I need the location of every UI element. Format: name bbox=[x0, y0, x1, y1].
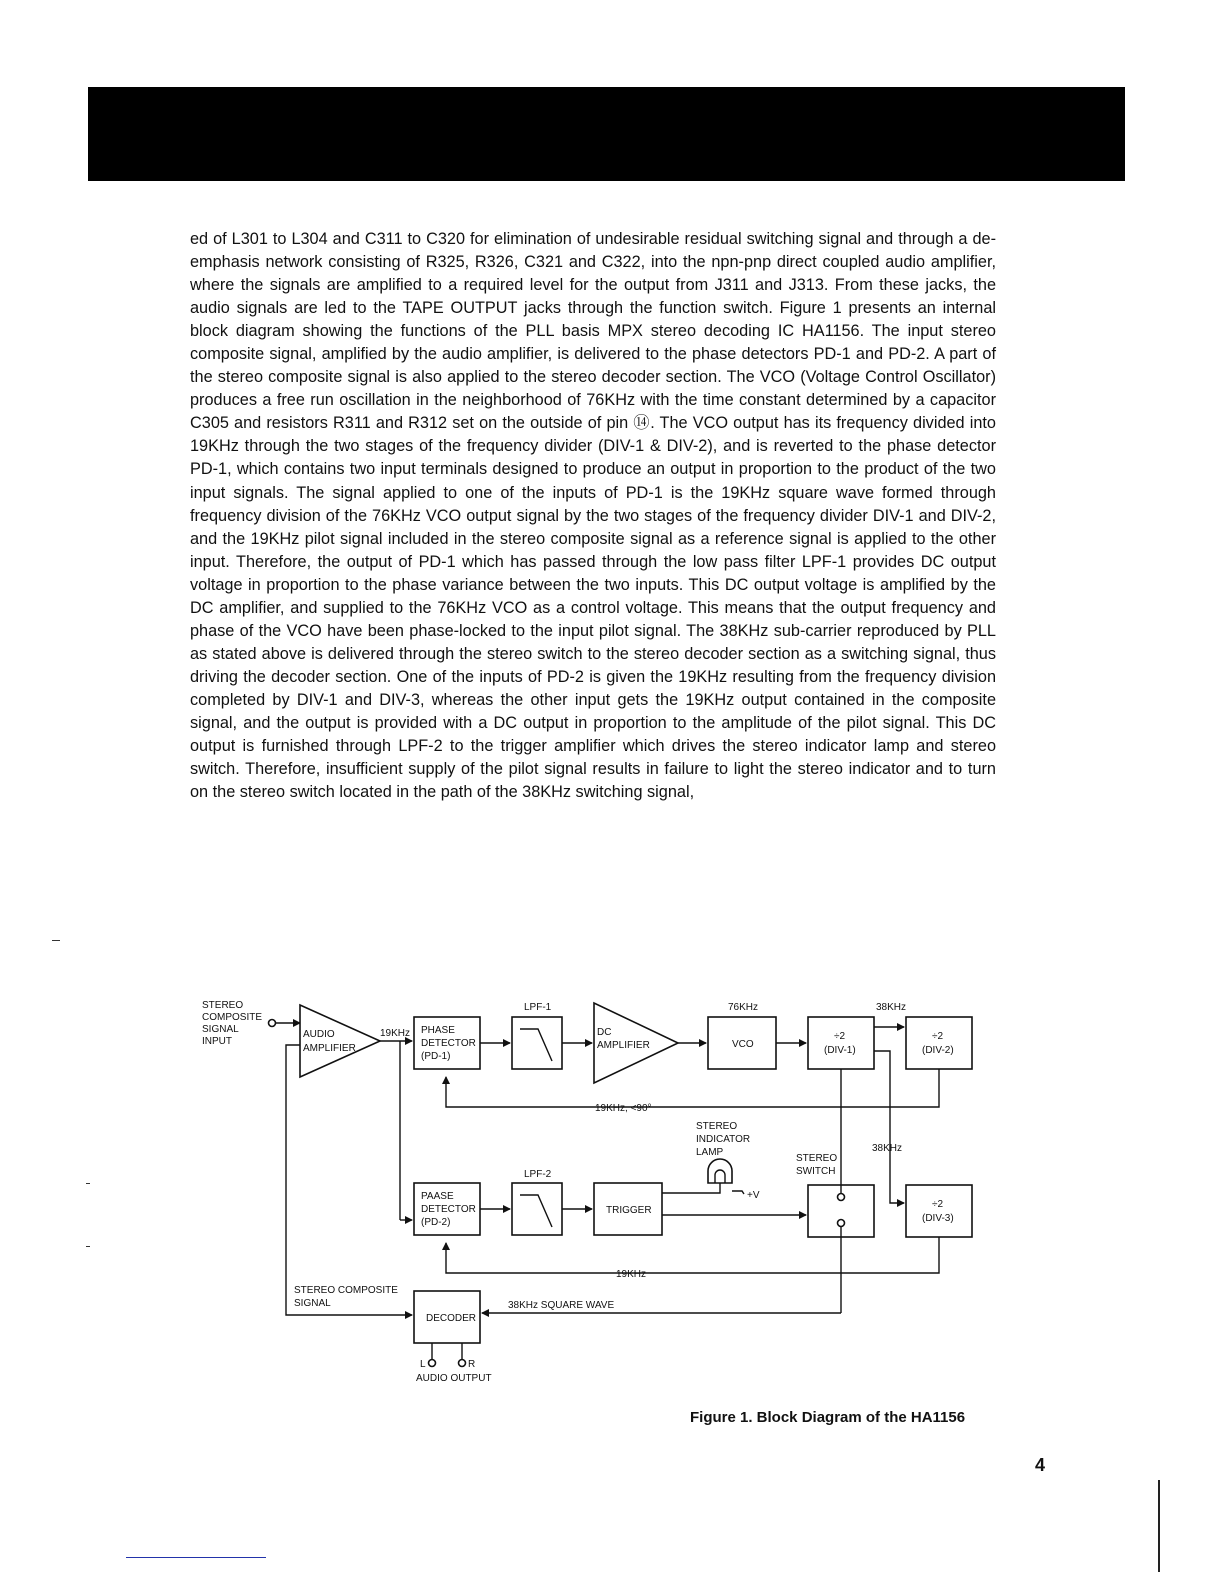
svg-text:COMPOSITE: COMPOSITE bbox=[202, 1012, 263, 1023]
freq-38k-top-label: 38KHz bbox=[876, 1002, 907, 1013]
figure-caption: Figure 1. Block Diagram of the HA1156 bbox=[690, 1409, 966, 1426]
svg-text:DETECTOR: DETECTOR bbox=[421, 1038, 476, 1049]
plus-v-label: +V bbox=[747, 1190, 760, 1201]
margin-mark bbox=[52, 940, 60, 941]
svg-text:SIGNAL: SIGNAL bbox=[202, 1024, 239, 1035]
svg-text:÷2: ÷2 bbox=[834, 1031, 846, 1042]
composite-signal-label bbox=[294, 1285, 398, 1309]
switch-contact-top bbox=[838, 1194, 845, 1201]
svg-text:DC: DC bbox=[597, 1027, 612, 1038]
output-l-terminal bbox=[429, 1360, 436, 1367]
vco-label: VCO bbox=[732, 1039, 754, 1050]
svg-text:(DIV-2): (DIV-2) bbox=[922, 1045, 954, 1056]
trigger-label: TRIGGER bbox=[606, 1205, 652, 1216]
margin-mark bbox=[86, 1246, 90, 1247]
svg-text:DETECTOR: DETECTOR bbox=[421, 1204, 476, 1215]
svg-text:INDICATOR: INDICATOR bbox=[696, 1134, 751, 1145]
audio-output-label: AUDIO OUTPUT bbox=[416, 1373, 492, 1384]
lpf2-block bbox=[512, 1183, 562, 1235]
svg-text:(PD-2): (PD-2) bbox=[421, 1217, 451, 1228]
lpf1-label: LPF-1 bbox=[524, 1002, 552, 1013]
svg-text:÷2: ÷2 bbox=[932, 1199, 944, 1210]
freq-19k-label: 19KHz bbox=[380, 1028, 411, 1039]
margin-mark bbox=[86, 1183, 90, 1184]
block-diagram bbox=[190, 995, 990, 1395]
body-paragraph: ed of L301 to L304 and C311 to C320 for elimination of undesirable residual switching signal and through a de-emphasis network consisting of R325, R326, C321 and C322, into the npn-pnp direct coupled audio amplifier, where the signals are amplified to a required level for the output from J311 and J313. From these jacks, the audio signals are led to the TAPE OUTPUT jacks through the function switch. Figure 1 presents an internal block diagram showing the functions of the PLL basis MPX stereo decoding IC HA1156. The input stereo composite signal, amplified by the audio amplifier, is delivered to the phase detectors PD-1 and PD-2. A part of the stereo composite signal is also applied to the stereo decoder section. The VCO (Voltage Control Oscillator) produces a free run oscillation in the neighborhood of 76KHz with the time constant determined by a capacitor C305 and resistors R311 and R312 set on the outside of pin ⑭. The VCO output has its frequency divided into 19KHz through the two stages of the frequency divider (DIV-1 & DIV-2), and is reverted to the phase detector PD-1, which contains two input terminals designed to produce an output in proportion to the product of the two input signals. The signal applied to one of the inputs of PD-1 is the 19KHz square wave formed through frequency division of the 76KHz VCO output signal by the two stages of the frequency divider DIV-1 and DIV-2, and the 19KHz pilot signal included in the stereo composite signal as a reference signal is applied to the other input. Therefore, the output of PD-1 which has passed through the low pass filter LPF-1 provides DC output voltage in proportion to the phase variance between the two inputs. This DC output voltage is amplified by the DC amplifier, and supplied to the 76KHz VCO as a control voltage. This means that the output frequency and phase of the VCO have been phase-locked to the input pilot signal. The 38KHz sub-carrier reproduced by PLL as stated above is delivered through the stereo switch to the stereo decoder section as a switching signal, thus driving the decoder section. One of the inputs of PD-2 is given the 19KHz resulting from the frequency division completed by DIV-1 and DIV-3, whereas the other input gets the 19KHz output contained in the composite signal, and the output is provided with a DC output in proportion to the amplitude of the pilot signal. This DC output is furnished through LPF-2 to the trigger amplifier which drives the stereo indicator lamp and stereo switch. Therefore, insufficient supply of the pilot signal results in failure to light the stereo indicator and to turn on the stereo switch located in the path of the 38KHz switching signal, bbox=[190, 230, 996, 802]
div3-block bbox=[906, 1185, 972, 1237]
page-number: 4 bbox=[1035, 1455, 1046, 1475]
svg-text:LAMP: LAMP bbox=[696, 1147, 724, 1158]
svg-text:STEREO: STEREO bbox=[202, 1000, 244, 1011]
input-terminal bbox=[269, 1020, 276, 1027]
audio-amplifier-block bbox=[300, 1005, 380, 1077]
input-label bbox=[202, 1000, 262, 1047]
switch-label bbox=[796, 1153, 837, 1177]
svg-text:AMPLIFIER: AMPLIFIER bbox=[303, 1043, 356, 1054]
indicator-lamp-icon bbox=[708, 1159, 732, 1183]
switch-contact-bottom bbox=[838, 1220, 845, 1227]
lamp-label bbox=[696, 1121, 750, 1158]
lpf2-label: LPF-2 bbox=[524, 1169, 552, 1180]
svg-text:÷2: ÷2 bbox=[932, 1031, 944, 1042]
svg-text:STEREO: STEREO bbox=[696, 1121, 738, 1132]
header-band bbox=[88, 87, 1125, 181]
svg-text:AMPLIFIER: AMPLIFIER bbox=[597, 1040, 650, 1051]
svg-text:SIGNAL: SIGNAL bbox=[294, 1298, 331, 1309]
square-wave-label: 38KHz SQUARE WAVE bbox=[508, 1300, 615, 1311]
svg-text:(DIV-1): (DIV-1) bbox=[824, 1045, 856, 1056]
div1-block bbox=[808, 1017, 874, 1069]
svg-text:INPUT: INPUT bbox=[202, 1036, 232, 1047]
decoder-label: DECODER bbox=[426, 1313, 477, 1324]
output-r-terminal bbox=[459, 1360, 466, 1367]
svg-text:AUDIO: AUDIO bbox=[303, 1029, 335, 1040]
freq-38k-mid-label: 38KHz bbox=[872, 1143, 903, 1154]
output-r-label: R bbox=[468, 1359, 476, 1370]
svg-text:(PD-1): (PD-1) bbox=[421, 1051, 451, 1062]
svg-text:PHASE: PHASE bbox=[421, 1025, 455, 1036]
lpf1-block bbox=[512, 1017, 562, 1069]
output-l-label: L bbox=[420, 1359, 426, 1370]
footnote-rule bbox=[126, 1557, 266, 1558]
body-text bbox=[190, 228, 996, 804]
div2-block bbox=[906, 1017, 972, 1069]
freq-76k-label: 76KHz bbox=[728, 1002, 759, 1013]
feedback-19k-label: 19KHz bbox=[616, 1269, 647, 1280]
svg-text:SWITCH: SWITCH bbox=[796, 1166, 836, 1177]
svg-text:STEREO: STEREO bbox=[796, 1153, 838, 1164]
page-edge-line bbox=[1158, 1480, 1160, 1572]
svg-text:(DIV-3): (DIV-3) bbox=[922, 1213, 954, 1224]
feedback-19k-90-label: 19KHz, <90° bbox=[595, 1103, 652, 1114]
svg-text:PAASE: PAASE bbox=[421, 1191, 454, 1202]
svg-text:STEREO COMPOSITE: STEREO COMPOSITE bbox=[294, 1285, 398, 1296]
